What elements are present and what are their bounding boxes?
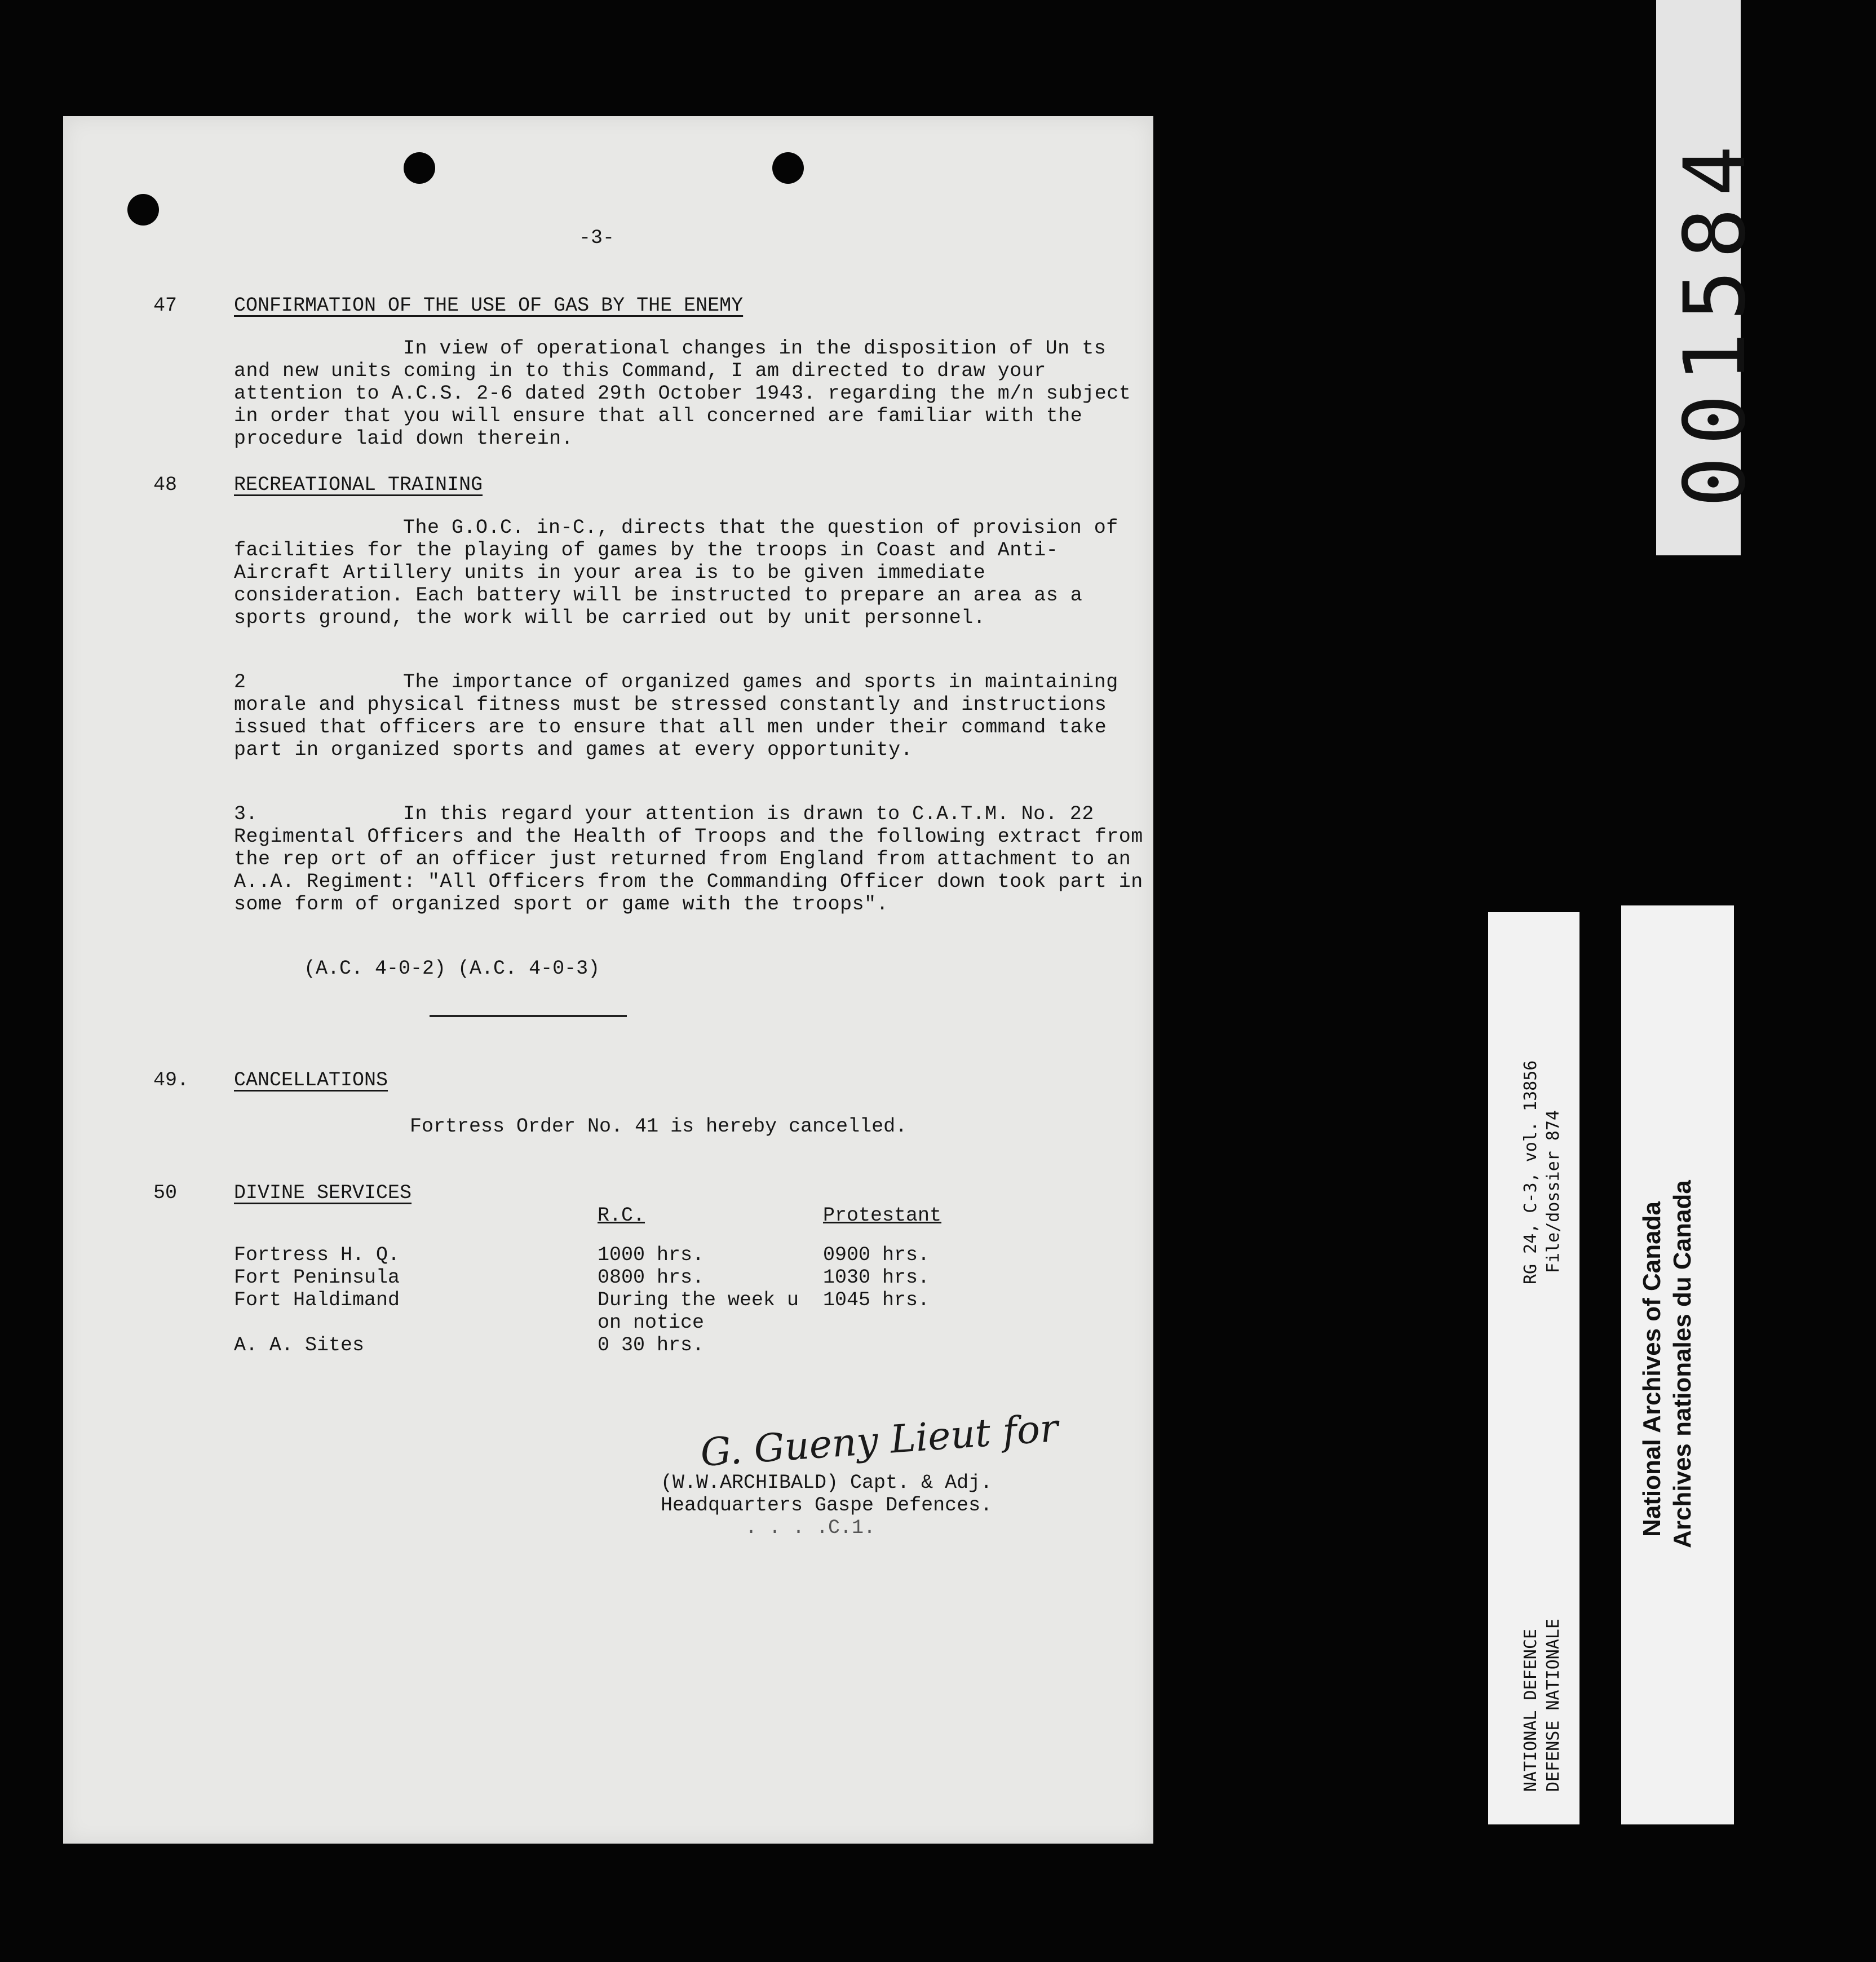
section-number-48: 48 (153, 474, 178, 496)
file-label: File/dossier 874 (1543, 1110, 1563, 1273)
paragraph-number-3: 3. (234, 803, 258, 825)
table-cell (823, 1334, 941, 1356)
table-cell: Fortress H. Q. (234, 1244, 400, 1266)
section-heading-50: DIVINE SERVICES (234, 1182, 412, 1204)
document-page (63, 116, 1153, 1844)
section-heading-47: CONFIRMATION OF THE USE OF GAS BY THE ENEMY (234, 294, 744, 317)
table-header-rc: R.C. (598, 1204, 645, 1227)
paragraph-number-2: 2 (234, 671, 246, 693)
table-cell: 1000 hrs. (598, 1244, 705, 1266)
reference-strip (1488, 912, 1579, 1824)
section-heading-48: RECREATIONAL TRAINING (234, 474, 483, 496)
table-cell: 0900 hrs. (823, 1244, 930, 1266)
table-cell: Fort Peninsula (234, 1266, 400, 1289)
section-heading-49: CANCELLATIONS (234, 1069, 388, 1092)
table-cell: 0800 hrs. (598, 1266, 705, 1289)
table-cell: 0 30 hrs. (598, 1334, 705, 1356)
section-48-paragraph-2: The importance of organized games and sports in maintaining morale and physical fitness must be stressed constantly and instructions issued that officers are to ensure that all men under their command take part in organized sports and games at every opportunity. (234, 671, 1118, 761)
section-48-paragraph-3: In this regard your attention is drawn to C.A.T.M. No. 22 Regimental Officers and the Health of Troops and the following extract from the rep ort of an officer just returned from England from attachment to an A..A. Regiment: "All Officers from the Commanding Officer down took part in some form of organized sport or game with the troops". (234, 803, 1143, 916)
divine-services-table (234, 1204, 941, 1356)
table-header-protestant: Protestant (823, 1204, 942, 1227)
frame-number-strip (1656, 0, 1764, 555)
table-row (234, 1334, 941, 1356)
signature-organization: Headquarters Gaspe Defences. (661, 1494, 993, 1517)
page-number: -3- (579, 227, 615, 249)
table-header-row (234, 1204, 941, 1227)
table-row (234, 1266, 941, 1289)
table-cell: 1030 hrs. (823, 1266, 930, 1289)
table-row (234, 1289, 941, 1334)
section-48-paragraph-1: The G.O.C. in-C., directs that the question of provision of facilities for the playing of games by the troops in Coast and Anti-Aircraft Artillery units in your area is to be given immediate consideration. Each battery will be instructed to prepare an area as a sports ground, the work will be carried out by unit personnel. (234, 516, 1118, 629)
punch-hole-left (127, 194, 159, 226)
table-row (234, 1244, 941, 1266)
table-cell: 1045 hrs. (823, 1289, 930, 1311)
section-number-47: 47 (153, 294, 178, 317)
table-cell: During the week u on notice (598, 1289, 799, 1334)
archives-name-fr: Archives nationales du Canada (1669, 1180, 1696, 1548)
archives-strip (1621, 905, 1734, 1824)
reference-label: RG 24, C-3, vol. 13856 (1521, 1060, 1541, 1284)
punch-hole-middle (404, 152, 435, 184)
section-47-paragraph: In view of operational changes in the disposition of Un ts and new units coming in to this Command, I am directed to draw your attention to A.C.S. 2-6 dated 29th October 1943. regarding the m/n subject in order that you will ensure that all concerned are familiar with the procedure laid down therein. (234, 337, 1131, 450)
department-fr: DEFENSE NATIONALE (1543, 1618, 1563, 1792)
divider-line (430, 1015, 627, 1017)
handwritten-signature: G. Gueny Lieut for (699, 1406, 1060, 1476)
archives-name-en: National Archives of Canada (1638, 1201, 1666, 1537)
department-en: NATIONAL DEFENCE (1521, 1629, 1541, 1792)
frame-number: 001584 (1666, 134, 1764, 507)
signature-name: (W.W.ARCHIBALD) Capt. & Adj. (661, 1472, 993, 1494)
signature-extra: . . . .C.1. (745, 1517, 876, 1539)
table-cell: Fort Haldimand (234, 1289, 400, 1311)
table-header-location (234, 1204, 598, 1227)
table-cell: A. A. Sites (234, 1334, 365, 1356)
reference-codes: (A.C. 4-0-2) (A.C. 4-0-3) (304, 957, 600, 980)
section-number-49: 49. (153, 1069, 189, 1092)
section-49-text: Fortress Order No. 41 is hereby cancelled. (410, 1115, 908, 1138)
punch-hole-right (772, 152, 804, 184)
section-number-50: 50 (153, 1182, 178, 1204)
